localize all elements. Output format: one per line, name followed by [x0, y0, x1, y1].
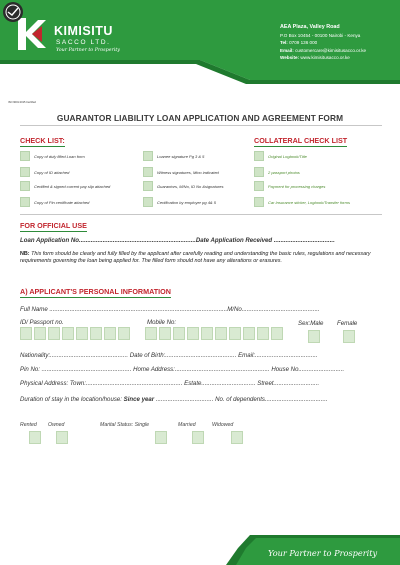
- id-digit-cell[interactable]: [90, 327, 102, 340]
- checklist-title: CHECK LIST:: [20, 136, 65, 145]
- id-digit-cell[interactable]: [34, 327, 46, 340]
- checkbox[interactable]: [20, 197, 30, 207]
- checkbox[interactable]: [254, 181, 264, 191]
- po-box: P.O Box 10454 - 00100 Nairobi - Kenya: [280, 32, 361, 38]
- mobile-digit-cell[interactable]: [173, 327, 185, 340]
- checkbox[interactable]: [143, 151, 153, 161]
- collateral-title: COLLATERAL CHECK LIST: [254, 136, 348, 145]
- nb-text: This form should be clearly and fully filled by the applicant after carefully reading and understanding the basic rules, regulations and necessary requirements governing the loan being applied for. The filled form should not have any alterations or erasures.: [20, 251, 371, 264]
- mobile-digit-cell[interactable]: [243, 327, 255, 340]
- nationality-row[interactable]: Nationality:.............................................. Date of Birth:.......................................... Email:.....................................: [20, 352, 318, 359]
- official-use-title: FOR OFFICIAL USE: [20, 221, 87, 230]
- brand-sub: SACCO LTD.: [56, 39, 111, 46]
- mobile-digit-cell[interactable]: [187, 327, 199, 340]
- widowed-checkbox[interactable]: [231, 431, 243, 444]
- owned-checkbox[interactable]: [56, 431, 68, 444]
- mobile-digit-cell[interactable]: [215, 327, 227, 340]
- checkbox[interactable]: [143, 167, 153, 177]
- married-label: Married: [178, 422, 196, 428]
- checkbox[interactable]: [143, 197, 153, 207]
- checkbox[interactable]: [20, 181, 30, 191]
- tel-value: 0709 136 000: [289, 40, 318, 46]
- email-value: customercare@kimisitusacco.or.ke: [295, 47, 367, 53]
- collateral-item[interactable]: Payment for processing charges: [254, 181, 325, 191]
- iso-badge-icon: [0, 0, 26, 26]
- id-digit-cell[interactable]: [118, 327, 130, 340]
- physical-address-row[interactable]: Physical Address: Town:......................................................... Estate................................ Street...........................: [20, 380, 320, 387]
- sex-female-label: Female: [337, 320, 358, 327]
- checkbox[interactable]: [20, 151, 30, 161]
- widowed-label: Widowed: [212, 422, 234, 428]
- header-banner: [0, 0, 400, 110]
- checkbox[interactable]: [254, 197, 264, 207]
- form-title: GUARANTOR LIABILITY LOAN APPLICATION AND AGREEMENT FORM: [56, 113, 344, 123]
- collateral-item[interactable]: Original Logbook/Title: [254, 151, 307, 161]
- rented-checkbox[interactable]: [29, 431, 41, 444]
- rented-label: Rented: [20, 422, 37, 428]
- since-year-label: Since year: [123, 396, 155, 403]
- personal-info-title: A) APPLICANT'S PERSONAL INFORMATION: [20, 287, 171, 296]
- checklist-item[interactable]: Certified & signed current pay slip attached: [20, 181, 110, 191]
- checklist-item[interactable]: Copy of Pin certificate attached: [20, 197, 89, 207]
- title-divider: [20, 125, 382, 126]
- checklist-item[interactable]: Guarantors, M/No, ID No &signatures: [143, 181, 223, 191]
- duration-row[interactable]: Duration of stay in the location/house: Since year .................................. No. of dependents.....................................: [20, 396, 328, 403]
- tel-label: Tel:: [280, 40, 288, 46]
- marital-status-label: Marital Status: Single: [100, 422, 150, 428]
- collateral-item[interactable]: 2 passport photos: [254, 167, 300, 177]
- mobile-digit-cell[interactable]: [257, 327, 269, 340]
- checklist-divider: [20, 214, 382, 215]
- website-value: www.kimisitusacco.or.ke: [300, 55, 350, 61]
- mobile-digit-cell[interactable]: [145, 327, 157, 340]
- id-passport-label: ID/ Passport no.: [20, 319, 64, 326]
- pin-row[interactable]: Pin No: ..................................................... Home Address:........................................................ House No...........................: [20, 366, 345, 373]
- mobile-digit-cell[interactable]: [201, 327, 213, 340]
- id-digit-cell[interactable]: [62, 327, 74, 340]
- sex-male-label: Sex:Male: [298, 320, 324, 327]
- checkbox[interactable]: [20, 167, 30, 177]
- full-name-field[interactable]: Full Name .........................................................................................................M/No..............................................: [20, 306, 320, 313]
- id-digit-cell[interactable]: [104, 327, 116, 340]
- id-digit-cell[interactable]: [20, 327, 32, 340]
- brand-logo: [12, 14, 122, 69]
- website-label: Website:: [280, 55, 300, 61]
- checkbox[interactable]: [254, 167, 264, 177]
- nb-note: [20, 251, 384, 265]
- mobile-label: Mobile No:: [147, 319, 177, 326]
- id-digit-cell[interactable]: [76, 327, 88, 340]
- single-checkbox[interactable]: [155, 431, 167, 444]
- checkbox[interactable]: [254, 151, 264, 161]
- email-label: Email:: [280, 47, 294, 53]
- mobile-digit-cell[interactable]: [271, 327, 283, 340]
- married-checkbox[interactable]: [192, 431, 204, 444]
- checklist-item[interactable]: Copy of duly filled Loan form: [20, 151, 85, 161]
- checklist-item[interactable]: Copy of ID attached: [20, 167, 69, 177]
- badge-caption: ISO 9001:2015 Certified: [8, 101, 36, 104]
- checkbox[interactable]: [143, 181, 153, 191]
- footer-tagline: Your Partner to Prosperity: [268, 548, 378, 558]
- loan-application-no-field[interactable]: Loan Application No.....................................................................Date Application Received ....................................: [20, 237, 335, 244]
- brand-tagline: Your Partner to Prosperity: [56, 48, 120, 53]
- sex-male-checkbox[interactable]: [308, 330, 320, 343]
- checklist-item[interactable]: Witness signatures, Mino indicated: [143, 167, 219, 177]
- contact-block: [280, 24, 366, 62]
- checklist-item[interactable]: Certification by employer pg 4& 5: [143, 197, 216, 207]
- brand-name: KIMISITU: [54, 24, 113, 38]
- org-address: AEA Plaza, Valley Road: [280, 24, 340, 30]
- id-digit-cell[interactable]: [48, 327, 60, 340]
- mobile-digit-cell[interactable]: [229, 327, 241, 340]
- sex-female-checkbox[interactable]: [343, 330, 355, 343]
- nb-label: NB:: [20, 251, 30, 257]
- collateral-item[interactable]: Car Insurance sticker, Logbook/Transfer forms: [254, 197, 350, 207]
- mobile-digit-cell[interactable]: [159, 327, 171, 340]
- checklist-item[interactable]: Loanee signature Pg 3 & 5: [143, 151, 204, 161]
- owned-label: Owned: [48, 422, 65, 428]
